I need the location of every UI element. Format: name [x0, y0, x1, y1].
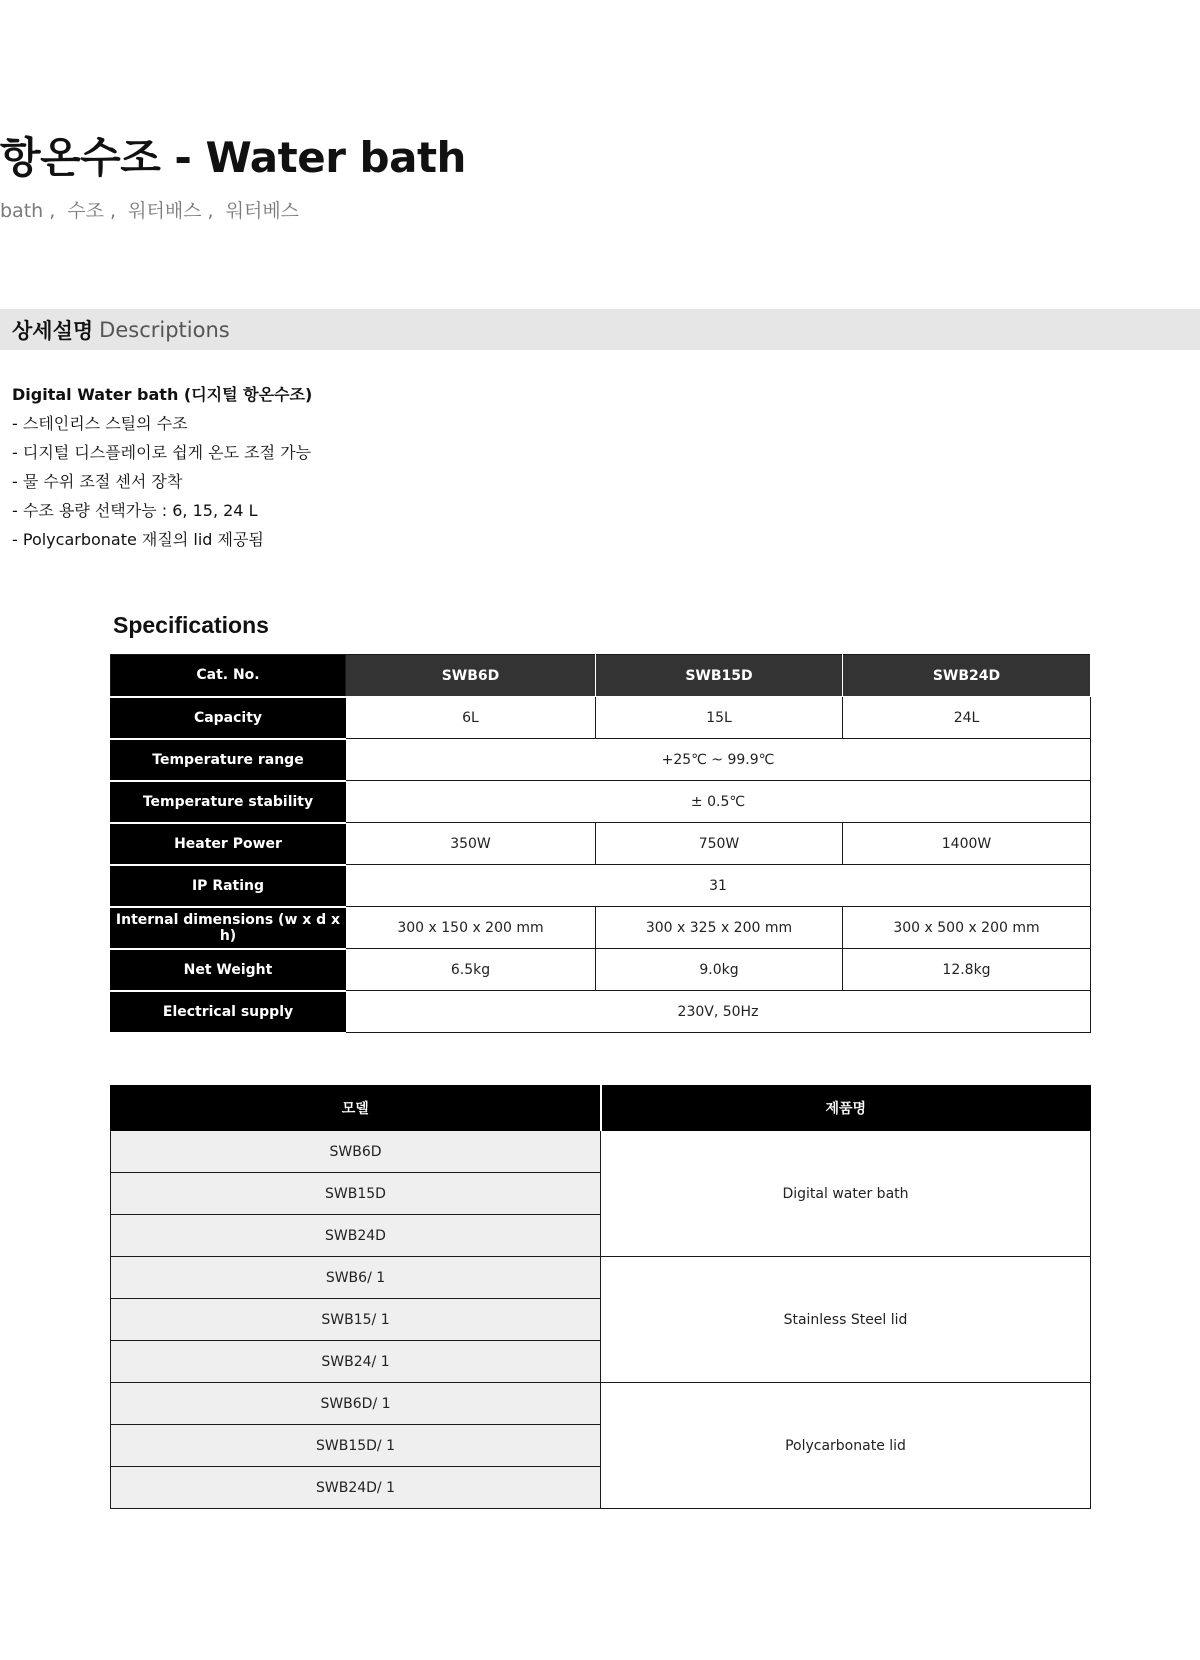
tag-list — [0, 197, 305, 225]
description-line: - 수조 용량 선택가능 : 6, 15, 24 L — [12, 501, 258, 520]
table-row — [111, 697, 1091, 739]
model-cell: SWB15D/ 1 — [111, 1425, 601, 1467]
model-cell: SWB24/ 1 — [111, 1341, 601, 1383]
specifications-table — [110, 654, 1091, 1034]
table-row — [111, 1383, 1091, 1425]
tag-link[interactable]: 워터배스 — [128, 200, 202, 222]
model-cell: SWB6D/ 1 — [111, 1383, 601, 1425]
tag-link[interactable]: 워터베스 — [225, 200, 300, 222]
column-header-model: SWB6D — [346, 655, 596, 697]
description-line: - 디지털 디스플레이로 쉽게 온도 조절 가능 — [12, 443, 312, 462]
row-header-ip-rating: IP Rating — [111, 865, 346, 907]
table-row — [111, 1131, 1091, 1173]
section-header-descriptions — [0, 309, 1200, 350]
tag-link[interactable]: bath — [0, 200, 44, 222]
table-cell: 6.5kg — [346, 949, 596, 991]
model-cell: SWB6/ 1 — [111, 1257, 601, 1299]
table-row — [111, 865, 1091, 907]
tag-separator: , — [207, 200, 214, 222]
column-header-model: 모델 — [111, 1086, 601, 1131]
model-cell: SWB15D — [111, 1173, 601, 1215]
table-cell: 300 x 325 x 200 mm — [596, 907, 843, 949]
column-header-model: SWB15D — [596, 655, 843, 697]
column-header-model: SWB24D — [843, 655, 1091, 697]
table-row — [111, 781, 1091, 823]
row-header-temperature-stability: Temperature stability — [111, 781, 346, 823]
table-row — [111, 991, 1091, 1033]
table-row — [111, 1257, 1091, 1299]
table-cell: 31 — [346, 865, 1091, 907]
table-cell: +25℃ ~ 99.9℃ — [346, 739, 1091, 781]
specifications-heading: Specifications — [113, 612, 269, 638]
table-cell: 300 x 150 x 200 mm — [346, 907, 596, 949]
table-cell: 9.0kg — [596, 949, 843, 991]
section-title-en: Descriptions — [99, 317, 230, 342]
product-description — [12, 380, 312, 554]
model-table — [110, 1085, 1091, 1509]
row-header-temperature-range: Temperature range — [111, 739, 346, 781]
row-header-heater-power: Heater Power — [111, 823, 346, 865]
table-cell: 300 x 500 x 200 mm — [843, 907, 1091, 949]
table-row — [111, 739, 1091, 781]
table-header-row — [111, 655, 1091, 697]
row-header-net-weight: Net Weight — [111, 949, 346, 991]
description-line: - 물 수위 조절 센서 장착 — [12, 472, 183, 491]
product-name-cell: Polycarbonate lid — [601, 1383, 1091, 1509]
product-name-cell: Digital water bath — [601, 1131, 1091, 1257]
table-cell: 350W — [346, 823, 596, 865]
table-cell: ± 0.5℃ — [346, 781, 1091, 823]
model-cell: SWB24D — [111, 1215, 601, 1257]
model-cell: SWB15/ 1 — [111, 1299, 601, 1341]
description-heading: Digital Water bath (디지털 항온수조) — [12, 385, 313, 404]
table-cell: 12.8kg — [843, 949, 1091, 991]
description-line: - Polycarbonate 재질의 lid 제공됨 — [12, 530, 264, 549]
tag-separator: , — [110, 200, 117, 222]
table-row — [111, 949, 1091, 991]
table-cell: 750W — [596, 823, 843, 865]
table-header-row — [111, 1086, 1091, 1131]
column-header-cat-no: Cat. No. — [111, 655, 346, 697]
table-row — [111, 907, 1091, 949]
page-title: 항온수조 - Water bath — [0, 133, 466, 182]
table-row — [111, 823, 1091, 865]
section-title-ko: 상세설명 — [12, 318, 94, 343]
row-header-electrical-supply: Electrical supply — [111, 991, 346, 1033]
table-cell: 15L — [596, 697, 843, 739]
row-header-capacity: Capacity — [111, 697, 346, 739]
product-name-cell: Stainless Steel lid — [601, 1257, 1091, 1383]
table-cell: 24L — [843, 697, 1091, 739]
table-cell: 1400W — [843, 823, 1091, 865]
description-line: - 스테인리스 스틸의 수조 — [12, 414, 188, 433]
model-cell: SWB24D/ 1 — [111, 1467, 601, 1509]
tag-link[interactable]: 수조 — [67, 200, 105, 222]
table-cell: 6L — [346, 697, 596, 739]
model-cell: SWB6D — [111, 1131, 601, 1173]
tag-separator: , — [49, 200, 56, 222]
table-cell: 230V, 50Hz — [346, 991, 1091, 1033]
row-header-internal-dimensions: Internal dimensions (w x d x h) — [111, 907, 346, 949]
column-header-product-name: 제품명 — [601, 1086, 1091, 1131]
